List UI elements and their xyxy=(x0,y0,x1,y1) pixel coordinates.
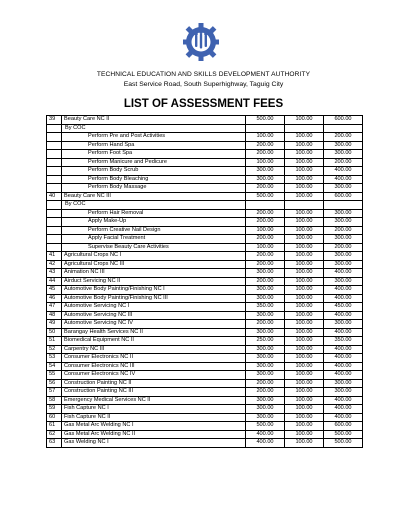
qualification-name: Beauty Care NC II xyxy=(62,116,246,125)
table-row xyxy=(47,167,363,176)
assessment-fee: 300.00 xyxy=(246,311,285,320)
row-number xyxy=(47,226,62,235)
other-fee: 100.00 xyxy=(285,311,324,320)
qualification-name: By COC xyxy=(62,124,246,133)
qualification-name: Automotive Body Painting/Finishing NC III xyxy=(62,294,246,303)
total-fee: 400.00 xyxy=(324,328,363,337)
qualification-name: Emergency Medical Services NC II xyxy=(62,396,246,405)
row-number: 43 xyxy=(47,269,62,278)
row-number: 41 xyxy=(47,252,62,261)
table-row xyxy=(47,413,363,422)
row-number xyxy=(47,141,62,150)
row-number: 56 xyxy=(47,379,62,388)
total-fee: 400.00 xyxy=(324,294,363,303)
table-row xyxy=(47,405,363,414)
other-fee: 100.00 xyxy=(285,405,324,414)
row-number: 42 xyxy=(47,260,62,269)
total-fee: 300.00 xyxy=(324,252,363,261)
row-number xyxy=(47,167,62,176)
total-fee: 450.00 xyxy=(324,303,363,312)
total-fee: 400.00 xyxy=(324,371,363,380)
table-row xyxy=(47,133,363,142)
qualification-name: Gas Metal Arc Welding NC II xyxy=(62,430,246,439)
qualification-name: Perform Hand Spa xyxy=(62,141,246,150)
total-fee: 500.00 xyxy=(324,430,363,439)
qualification-name: Gas Metal Arc Welding NC I xyxy=(62,422,246,431)
other-fee: 100.00 xyxy=(285,192,324,201)
qualification-name: Airduct Servicing NC II xyxy=(62,277,246,286)
total-fee: 400.00 xyxy=(324,396,363,405)
total-fee xyxy=(324,201,363,210)
qualification-name: Automotive Servicing NC III xyxy=(62,311,246,320)
table-row xyxy=(47,422,363,431)
table-row xyxy=(47,226,363,235)
other-fee: 100.00 xyxy=(285,371,324,380)
table-row xyxy=(47,218,363,227)
other-fee xyxy=(285,124,324,133)
qualification-name: Fish Capture NC I xyxy=(62,405,246,414)
row-number: 51 xyxy=(47,337,62,346)
qualification-name: Biomedical Equipment NC II xyxy=(62,337,246,346)
row-number: 63 xyxy=(47,439,62,448)
qualification-name: Fish Capture NC II xyxy=(62,413,246,422)
total-fee: 200.00 xyxy=(324,243,363,252)
table-row xyxy=(47,320,363,329)
tesda-gear-logo-icon xyxy=(180,20,222,64)
assessment-fee: 500.00 xyxy=(246,116,285,125)
total-fee: 300.00 xyxy=(324,141,363,150)
assessment-fee: 300.00 xyxy=(246,294,285,303)
assessment-fee: 300.00 xyxy=(246,175,285,184)
row-number: 54 xyxy=(47,362,62,371)
total-fee: 300.00 xyxy=(324,150,363,159)
qualification-name: Agricultural Crops NC III xyxy=(62,260,246,269)
row-number xyxy=(47,218,62,227)
qualification-name: Consumer Electronics NC IV xyxy=(62,371,246,380)
total-fee: 300.00 xyxy=(324,388,363,397)
other-fee: 100.00 xyxy=(285,294,324,303)
assessment-fee: 300.00 xyxy=(246,396,285,405)
row-number: 45 xyxy=(47,286,62,295)
total-fee: 400.00 xyxy=(324,269,363,278)
table-row xyxy=(47,439,363,448)
other-fee: 100.00 xyxy=(285,133,324,142)
other-fee: 100.00 xyxy=(285,260,324,269)
other-fee: 100.00 xyxy=(285,158,324,167)
table-row xyxy=(47,354,363,363)
other-fee: 100.00 xyxy=(285,184,324,193)
table-row xyxy=(47,379,363,388)
qualification-name: Animation NC III xyxy=(62,269,246,278)
total-fee: 200.00 xyxy=(324,226,363,235)
total-fee: 400.00 xyxy=(324,175,363,184)
qualification-name: By COC xyxy=(62,201,246,210)
table-row xyxy=(47,192,363,201)
assessment-fee: 300.00 xyxy=(246,286,285,295)
table-row xyxy=(47,201,363,210)
qualification-name: Perform Creative Nail Design xyxy=(62,226,246,235)
qualification-name: Perform Hair Removal xyxy=(62,209,246,218)
assessment-fee: 400.00 xyxy=(246,430,285,439)
other-fee xyxy=(285,201,324,210)
total-fee: 300.00 xyxy=(324,320,363,329)
row-number xyxy=(47,158,62,167)
total-fee: 400.00 xyxy=(324,354,363,363)
total-fee: 300.00 xyxy=(324,235,363,244)
assessment-fee: 200.00 xyxy=(246,260,285,269)
other-fee: 100.00 xyxy=(285,379,324,388)
assessment-fee: 300.00 xyxy=(246,413,285,422)
assessment-fee: 200.00 xyxy=(246,379,285,388)
page-title: LIST OF ASSESSMENT FEES xyxy=(123,98,284,110)
other-fee: 100.00 xyxy=(285,430,324,439)
table-row xyxy=(47,294,363,303)
total-fee: 400.00 xyxy=(324,405,363,414)
table-row xyxy=(47,158,363,167)
row-number: 59 xyxy=(47,405,62,414)
row-number: 61 xyxy=(47,422,62,431)
other-fee: 100.00 xyxy=(285,320,324,329)
row-number xyxy=(47,124,62,133)
assessment-fee: 100.00 xyxy=(246,243,285,252)
qualification-name: Construction Painting NC II xyxy=(62,379,246,388)
organization-address: East Service Road, South Superhighway, Taguig City xyxy=(123,81,284,88)
total-fee: 300.00 xyxy=(324,379,363,388)
row-number: 47 xyxy=(47,303,62,312)
assessment-fee: 250.00 xyxy=(246,337,285,346)
total-fee: 500.00 xyxy=(324,439,363,448)
row-number: 52 xyxy=(47,345,62,354)
table-row xyxy=(47,337,363,346)
qualification-name: Apply Make-Up xyxy=(62,218,246,227)
total-fee: 400.00 xyxy=(324,311,363,320)
other-fee: 100.00 xyxy=(285,235,324,244)
assessment-fee: 200.00 xyxy=(246,184,285,193)
total-fee: 400.00 xyxy=(324,413,363,422)
assessment-fee: 100.00 xyxy=(246,226,285,235)
other-fee: 100.00 xyxy=(285,388,324,397)
table-row xyxy=(47,184,363,193)
table-row xyxy=(47,243,363,252)
assessment-fee: 350.00 xyxy=(246,303,285,312)
qualification-name: Beauty Care NC III xyxy=(62,192,246,201)
assessment-fee: 500.00 xyxy=(246,422,285,431)
other-fee: 100.00 xyxy=(285,337,324,346)
table-row xyxy=(47,396,363,405)
other-fee: 100.00 xyxy=(285,226,324,235)
table-row xyxy=(47,362,363,371)
row-number: 50 xyxy=(47,328,62,337)
row-number: 62 xyxy=(47,430,62,439)
assessment-fee: 100.00 xyxy=(246,158,285,167)
row-number: 55 xyxy=(47,371,62,380)
assessment-fee: 300.00 xyxy=(246,354,285,363)
assessment-fee: 300.00 xyxy=(246,167,285,176)
table-row xyxy=(47,235,363,244)
table-row xyxy=(47,371,363,380)
assessment-fee: 200.00 xyxy=(246,252,285,261)
table-row xyxy=(47,430,363,439)
other-fee: 100.00 xyxy=(285,175,324,184)
row-number: 53 xyxy=(47,354,62,363)
total-fee: 300.00 xyxy=(324,260,363,269)
row-number: 46 xyxy=(47,294,62,303)
row-number: 60 xyxy=(47,413,62,422)
table-row xyxy=(47,311,363,320)
other-fee: 100.00 xyxy=(285,345,324,354)
total-fee: 600.00 xyxy=(324,422,363,431)
row-number: 40 xyxy=(47,192,62,201)
other-fee: 100.00 xyxy=(285,116,324,125)
other-fee: 100.00 xyxy=(285,413,324,422)
qualification-name: Perform Body Bleaching xyxy=(62,175,246,184)
qualification-name: Perform Foot Spa xyxy=(62,150,246,159)
row-number xyxy=(47,201,62,210)
qualification-name: Perform Body Massage xyxy=(62,184,246,193)
qualification-name: Supervise Beauty Care Activities xyxy=(62,243,246,252)
assessment-fee: 300.00 xyxy=(246,362,285,371)
qualification-name: Construction Painting NC III xyxy=(62,388,246,397)
other-fee: 100.00 xyxy=(285,439,324,448)
other-fee: 100.00 xyxy=(285,354,324,363)
other-fee: 100.00 xyxy=(285,328,324,337)
table-row xyxy=(47,116,363,125)
table-row xyxy=(47,175,363,184)
table-row xyxy=(47,150,363,159)
assessment-fee: 200.00 xyxy=(246,150,285,159)
total-fee: 300.00 xyxy=(324,277,363,286)
assessment-fees-table xyxy=(46,115,363,448)
qualification-name: Barangay Health Services NC II xyxy=(62,328,246,337)
table-row xyxy=(47,260,363,269)
qualification-name: Automotive Servicing NC IV xyxy=(62,320,246,329)
organization-name: TECHNICAL EDUCATION AND SKILLS DEVELOPMENT AUTHORITY xyxy=(96,71,311,78)
table-row xyxy=(47,269,363,278)
total-fee: 300.00 xyxy=(324,218,363,227)
qualification-name: Consumer Electronics NC II xyxy=(62,354,246,363)
table-row xyxy=(47,141,363,150)
table-row xyxy=(47,328,363,337)
other-fee: 100.00 xyxy=(285,167,324,176)
other-fee: 100.00 xyxy=(285,303,324,312)
table-row xyxy=(47,209,363,218)
row-number xyxy=(47,235,62,244)
other-fee: 100.00 xyxy=(285,141,324,150)
assessment-fee: 400.00 xyxy=(246,439,285,448)
assessment-fee: 300.00 xyxy=(246,269,285,278)
qualification-name: Perform Pre and Post Activities xyxy=(62,133,246,142)
row-number: 49 xyxy=(47,320,62,329)
assessment-fee: 300.00 xyxy=(246,371,285,380)
row-number: 58 xyxy=(47,396,62,405)
row-number: 39 xyxy=(47,116,62,125)
table-row xyxy=(47,388,363,397)
row-number: 44 xyxy=(47,277,62,286)
assessment-fee: 300.00 xyxy=(246,405,285,414)
other-fee: 100.00 xyxy=(285,396,324,405)
qualification-name: Perform Manicure and Pedicure xyxy=(62,158,246,167)
row-number: 48 xyxy=(47,311,62,320)
other-fee: 100.00 xyxy=(285,286,324,295)
qualification-name: Carpentry NC III xyxy=(62,345,246,354)
assessment-fee xyxy=(246,124,285,133)
total-fee: 400.00 xyxy=(324,167,363,176)
other-fee: 100.00 xyxy=(285,269,324,278)
assessment-fee: 100.00 xyxy=(246,133,285,142)
assessment-fee: 200.00 xyxy=(246,277,285,286)
qualification-name: Automotive Servicing NC I xyxy=(62,303,246,312)
other-fee: 100.00 xyxy=(285,243,324,252)
table-row xyxy=(47,303,363,312)
table-row xyxy=(47,277,363,286)
row-number xyxy=(47,175,62,184)
row-number: 57 xyxy=(47,388,62,397)
total-fee: 300.00 xyxy=(324,209,363,218)
qualification-name: Agricultural Crops NC I xyxy=(62,252,246,261)
assessment-fee: 200.00 xyxy=(246,209,285,218)
total-fee xyxy=(324,124,363,133)
total-fee: 400.00 xyxy=(324,362,363,371)
assessment-fee: 200.00 xyxy=(246,388,285,397)
total-fee: 200.00 xyxy=(324,133,363,142)
assessment-fee: 200.00 xyxy=(246,320,285,329)
table-row xyxy=(47,124,363,133)
assessment-fee: 200.00 xyxy=(246,141,285,150)
qualification-name: Gas Welding NC I xyxy=(62,439,246,448)
qualification-name: Consumer Electronics NC III xyxy=(62,362,246,371)
table-row xyxy=(47,252,363,261)
other-fee: 100.00 xyxy=(285,252,324,261)
other-fee: 100.00 xyxy=(285,150,324,159)
table-row xyxy=(47,286,363,295)
assessment-fee: 300.00 xyxy=(246,345,285,354)
other-fee: 100.00 xyxy=(285,209,324,218)
row-number xyxy=(47,209,62,218)
row-number xyxy=(47,133,62,142)
other-fee: 100.00 xyxy=(285,362,324,371)
row-number xyxy=(47,150,62,159)
other-fee: 100.00 xyxy=(285,277,324,286)
total-fee: 600.00 xyxy=(324,192,363,201)
row-number xyxy=(47,184,62,193)
assessment-fee: 200.00 xyxy=(246,235,285,244)
total-fee: 350.00 xyxy=(324,337,363,346)
qualification-name: Apply Facial Treatment xyxy=(62,235,246,244)
other-fee: 100.00 xyxy=(285,422,324,431)
total-fee: 600.00 xyxy=(324,116,363,125)
total-fee: 400.00 xyxy=(324,345,363,354)
assessment-fee xyxy=(246,201,285,210)
assessment-fee: 200.00 xyxy=(246,218,285,227)
row-number xyxy=(47,243,62,252)
total-fee: 200.00 xyxy=(324,158,363,167)
assessment-fee: 300.00 xyxy=(246,328,285,337)
table-row xyxy=(47,345,363,354)
qualification-name: Automotive Body Painting/Finishing NC I xyxy=(62,286,246,295)
qualification-name: Perform Body Scrub xyxy=(62,167,246,176)
other-fee: 100.00 xyxy=(285,218,324,227)
total-fee: 400.00 xyxy=(324,286,363,295)
total-fee: 300.00 xyxy=(324,184,363,193)
assessment-fee: 500.00 xyxy=(246,192,285,201)
